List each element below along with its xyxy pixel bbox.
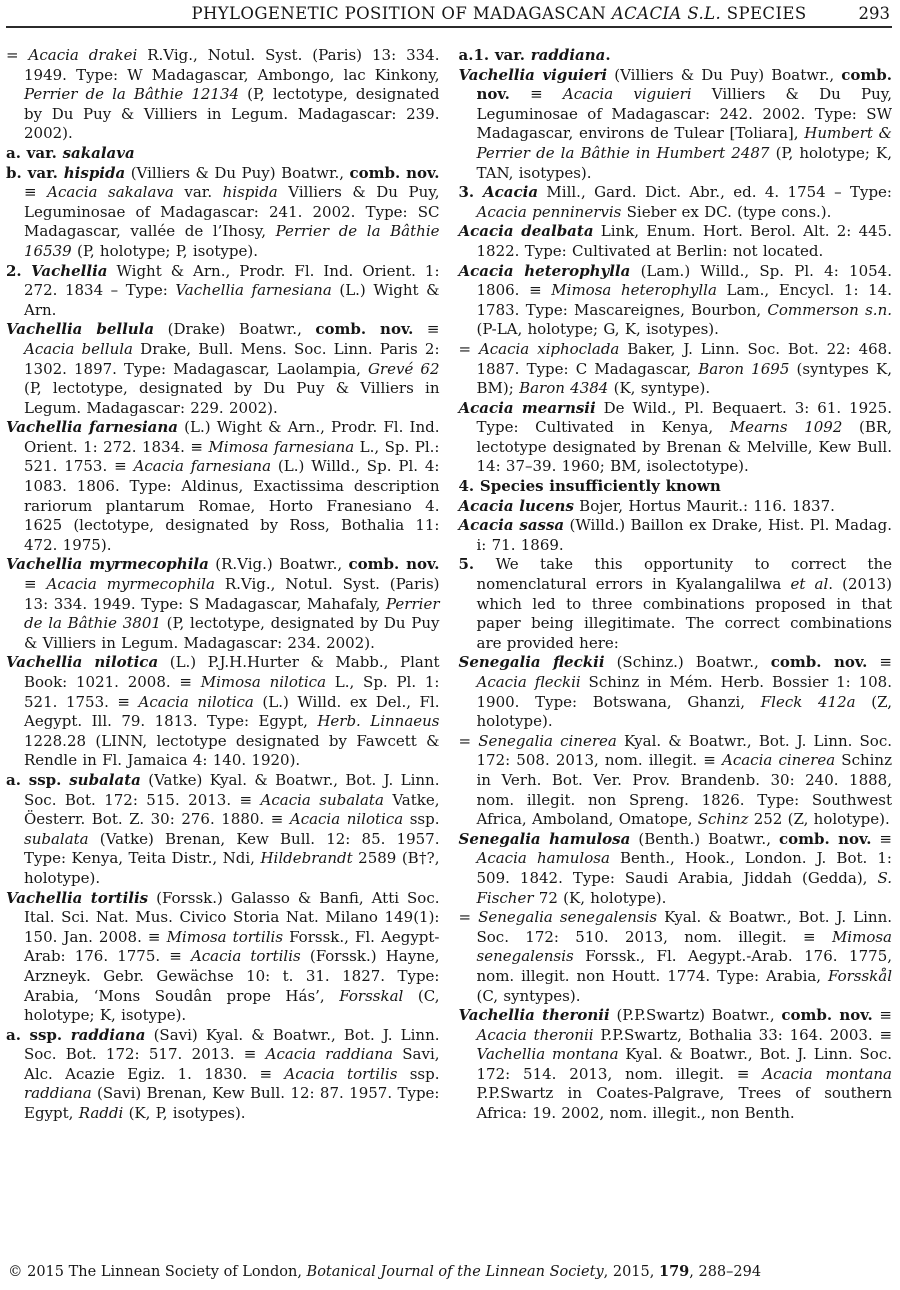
taxon-entry bbox=[459, 830, 893, 908]
text-segment: . (2013) which led to three combinations proposed in that paper being illegitimate. The correct combinations are provided here: bbox=[476, 575, 893, 652]
running-title bbox=[156, 4, 842, 23]
text-segment: Villiers & Du Puy, Leguminosae of Madagascar: 242. 2002. Type: SW Madagascar, environs de Tulear [Toliara], bbox=[476, 85, 892, 143]
taxon-entry bbox=[459, 477, 893, 497]
text-segment: Mill., Gard. Dict. Abr., ed. 4. 1754 – Type: bbox=[538, 183, 892, 202]
text-segment: Perrier de la Bâthie 12134 bbox=[24, 85, 240, 104]
taxon-entry bbox=[6, 262, 440, 321]
text-segment: subalata bbox=[24, 829, 89, 848]
text-segment: Senegalia senegalensis bbox=[478, 908, 658, 927]
text-segment: 72 (K, holotype). bbox=[533, 888, 667, 907]
text-segment: , 288–294 bbox=[689, 1264, 762, 1280]
text-segment: (Villiers & Du Puy) Boatwr., bbox=[607, 65, 842, 84]
text-segment: Acacia bbox=[483, 183, 539, 202]
text-segment: (Vatke) Brenan, Kew Bull. 12: 85. 1957. Type: Kenya, Teita Distr., Ndi, bbox=[24, 829, 440, 868]
text-segment: (K, P, isotypes). bbox=[123, 1104, 246, 1123]
text-segment: Acacia montana bbox=[762, 1064, 892, 1083]
text-segment: Acacia tortilis bbox=[190, 947, 301, 966]
text-segment: Kyal. & Boatwr., Bot. J. Linn. Soc. 172: 510. 2013, nom. illegit. ≡ bbox=[476, 908, 892, 946]
text-segment: Acacia raddiana bbox=[265, 1045, 393, 1064]
text-segment: ssp. bbox=[397, 1064, 440, 1083]
text-segment: (L.) P.J.H.Hurter & Mabb., Plant Book: 1021. 2008. ≡ bbox=[24, 653, 440, 691]
column-left bbox=[6, 46, 440, 1124]
taxon-entry bbox=[459, 516, 893, 555]
text-segment: Vachellia montana bbox=[476, 1045, 619, 1064]
text-segment: Acacia dealbata bbox=[458, 222, 594, 241]
text-segment: Baron 4384 bbox=[519, 379, 609, 398]
text-segment: a. ssp. bbox=[6, 770, 70, 789]
text-segment: comb. nov. bbox=[781, 1006, 873, 1025]
taxon-entry bbox=[459, 497, 893, 517]
text-segment: (L.) Willd., Sp. Pl. 4: 1083. 1806. Type: Aldinus, Exactissima description rariorum plantarum Romae, Horto Franesiano 4. 1625 (lectotype, designated by Ross, Bothalia 11: 472. 1975). bbox=[24, 457, 440, 554]
taxon-entry bbox=[459, 340, 893, 399]
text-segment: Bojer, Hortus Maurit.: 116. 1837. bbox=[573, 496, 835, 515]
text-segment: 3. bbox=[458, 183, 483, 202]
taxon-entry bbox=[459, 732, 893, 830]
text-segment: ≡ bbox=[871, 829, 893, 848]
text-segment: Acacia hamulosa bbox=[476, 849, 610, 868]
text-segment: Mimosa senegalensis bbox=[476, 927, 892, 966]
text-segment: Savi, Alc. Acazie Egiz. 1. 1830. ≡ bbox=[24, 1045, 440, 1083]
text-segment: (C, syntypes). bbox=[476, 986, 581, 1005]
text-segment: Benth., Hook., London. J. Bot. 1: 509. 1842. Type: Saudi Arabia, Jiddah (Gedda), bbox=[476, 849, 892, 887]
taxon-entry bbox=[459, 183, 893, 222]
taxon-entry bbox=[6, 555, 440, 653]
text-segment: comb. nov. bbox=[778, 829, 872, 848]
text-segment: Schinz in Verh. Bot. Ver. Prov. Brandenb. 30: 240. 1888, nom. illegit. non Spreng. 1826. Type: Southwest Africa, Amboland, Omatope, bbox=[476, 751, 892, 829]
text-segment: P.P.Swartz in Coates-Palgrave, Trees of southern Africa: 19. 2002, nom. illegit., non Benth. bbox=[476, 1084, 892, 1123]
text-segment: (P, holotype; K, TAN, isotypes). bbox=[476, 143, 892, 182]
text-segment: Baker, J. Linn. Soc. Bot. 22: 468. 1887. Type: C Madagascar, bbox=[476, 339, 892, 378]
text-segment: 252 (Z, holotype). bbox=[748, 810, 890, 829]
text-segment: (Schinz.) Boatwr., bbox=[604, 653, 771, 672]
text-segment: S. Fischer bbox=[476, 868, 892, 907]
taxon-entry bbox=[459, 1006, 893, 1124]
text-segment: (Forssk.) Galasso & Banfi, Atti Soc. Ital. Sci. Nat. Mus. Civico Storia Nat. Milano 149(1): 150. Jan. 2008. ≡ bbox=[24, 888, 440, 946]
text-segment: (P, holotype; P, isotype). bbox=[71, 241, 258, 260]
text-segment: Humbert & Perrier de la Bâthie in Humbert 2487 bbox=[476, 124, 893, 162]
text-segment: ≡ bbox=[24, 183, 48, 202]
text-segment: Forsskal bbox=[339, 986, 404, 1005]
text-segment: © 2015 The Linnean Society of London, bbox=[8, 1264, 307, 1280]
taxon-entry bbox=[6, 771, 440, 889]
taxon-entry bbox=[459, 222, 893, 261]
text-segment: raddiana bbox=[70, 1025, 146, 1044]
taxon-entry bbox=[459, 908, 893, 1006]
text-segment: a. var. bbox=[6, 143, 63, 162]
text-segment: Sieber ex DC. (type cons.). bbox=[621, 202, 832, 221]
text-segment: (Savi) Brenan, Kew Bull. 12: 87. 1957. Type: Egypt, bbox=[24, 1084, 440, 1123]
text-segment: Lam., Encycl. 1: 14. 1783. Type: Mascareignes, Bourbon, bbox=[476, 281, 892, 319]
text-segment: Mimosa heterophylla bbox=[551, 281, 717, 300]
text-segment: Grevé 62 bbox=[367, 359, 440, 378]
text-segment: Baron 1695 bbox=[698, 359, 790, 378]
taxon-entry bbox=[459, 555, 893, 653]
text-segment: raddiana bbox=[530, 46, 606, 64]
text-segment: 179 bbox=[658, 1263, 690, 1280]
text-segment: 2589 (B†?, holotype). bbox=[24, 849, 440, 887]
text-segment: (Lam.) Willd., Sp. Pl. 4: 1054. 1806. ≡ bbox=[476, 261, 892, 300]
text-segment: Schinz bbox=[697, 810, 749, 829]
text-segment: Acacia nilotica bbox=[138, 692, 254, 711]
text-segment: a. ssp. bbox=[6, 1025, 71, 1044]
text-segment: 4. Species insufficiently known bbox=[458, 477, 721, 496]
text-segment: Acacia lucens bbox=[458, 496, 574, 515]
text-segment: . bbox=[605, 46, 611, 64]
text-segment: b. var. bbox=[6, 163, 64, 182]
text-segment: = bbox=[6, 46, 29, 64]
text-segment: (P.P.Swartz) Boatwr., bbox=[609, 1006, 782, 1025]
taxon-entry bbox=[6, 653, 440, 771]
text-segment: L., Sp. Pl. 1: 521. 1753. ≡ bbox=[24, 673, 440, 711]
text-segment: Acacia bellula bbox=[24, 339, 133, 358]
taxon-entry bbox=[6, 889, 440, 1026]
text-segment: P.P.Swartz, Bothalia 33: 164. 2003. ≡ bbox=[593, 1025, 893, 1044]
text-segment: (L.) Wight & Arn. bbox=[24, 281, 440, 319]
taxon-entry bbox=[6, 144, 440, 164]
text-segment: SPECIES bbox=[721, 4, 807, 23]
text-segment: ≡ bbox=[413, 320, 440, 339]
text-segment: (Willd.) Baillon ex Drake, Hist. Pl. Madag. i: 71. 1869. bbox=[476, 516, 892, 554]
text-segment: (P, lectotype, designated by Du Puy & Villiers in Legum. Madagascar: 234. 2002). bbox=[24, 614, 440, 652]
text-segment: Senegalia hamulosa bbox=[458, 829, 631, 848]
text-segment: Vachellia myrmecophila bbox=[6, 555, 209, 574]
text-segment: Senegalia cinerea bbox=[478, 731, 617, 750]
column-right bbox=[459, 46, 893, 1124]
text-segment: Acacia mearnsii bbox=[458, 398, 596, 417]
text-segment: Acacia drakei bbox=[28, 46, 138, 64]
text-segment: = bbox=[458, 908, 479, 927]
text-segment: Acacia cinerea bbox=[722, 751, 836, 770]
taxon-entry bbox=[6, 418, 440, 555]
text-segment: Vachellia farnesiana bbox=[6, 418, 179, 437]
text-segment: Mimosa nilotica bbox=[200, 673, 327, 691]
text-segment: PHYLOGENETIC POSITION OF MADAGASCAN bbox=[191, 4, 612, 23]
text-segment: 1228.28 (LINN, lectotype designated by Fawcett & Rendle in Fl. Jamaica 4: 140. 1920). bbox=[24, 731, 440, 770]
text-segment: Vachellia tortilis bbox=[6, 888, 149, 907]
text-segment: (C, holotype; K, isotype). bbox=[24, 986, 440, 1025]
text-segment: Perrier de la Bâthie 16539 bbox=[24, 222, 440, 260]
text-segment: Acacia xiphoclada bbox=[478, 339, 620, 358]
text-segment: (K, syntype). bbox=[608, 379, 711, 398]
text-segment: Kyal. & Boatwr., Bot. J. Linn. Soc. 172: 514. 2013, nom. illegit. ≡ bbox=[476, 1045, 892, 1083]
text-segment: subalata bbox=[69, 770, 141, 789]
text-segment: comb. nov. bbox=[770, 653, 868, 672]
text-segment: (P, lectotype, designated by Du Puy & Villiers in Legum. Madagascar: 229. 2002). bbox=[24, 379, 440, 417]
text-segment: comb. nov. bbox=[349, 163, 440, 182]
text-segment: a.1. var. bbox=[458, 46, 531, 64]
text-segment: We take this opportunity to correct the nomenclatural errors in Kyalangalilwa bbox=[474, 555, 892, 594]
text-segment: Mearns 1092 bbox=[729, 418, 843, 437]
text-segment: Acacia farnesiana bbox=[133, 457, 272, 476]
text-segment: , 2015, bbox=[603, 1264, 659, 1280]
text-segment: Villiers & Du Puy, Leguminosae of Madagascar: 241. 2002. Type: SC Madagascar, vallée de l’Ihosy, bbox=[24, 183, 440, 241]
text-segment: (Benth.) Boatwr., bbox=[630, 829, 779, 848]
text-segment: var. bbox=[173, 183, 223, 202]
text-segment: = bbox=[458, 339, 479, 358]
text-segment: Forssk., Fl. Aegypt-Arab: 176. 1775. ≡ bbox=[24, 927, 440, 966]
text-segment: (Savi) Kyal. & Boatwr., Bot. J. Linn. Soc. Bot. 172: 517. 2013. ≡ bbox=[24, 1025, 440, 1064]
text-segment: Hildebrandt bbox=[260, 849, 353, 868]
text-segment: (P-LA, holotype; G, K, isotypes). bbox=[476, 320, 719, 339]
text-segment: Fleck 412a bbox=[760, 692, 856, 711]
text-segment: 2. bbox=[6, 261, 32, 280]
text-segment: (R.Vig.) Boatwr., bbox=[208, 555, 349, 574]
text-segment: De Wild., Pl. Bequaert. 3: 61. 1925. Type: Cultivated in Kenya, bbox=[476, 398, 892, 437]
text-segment: Vachellia nilotica bbox=[6, 653, 159, 672]
taxon-entry bbox=[459, 66, 893, 184]
text-segment: Drake, Bull. Mens. Soc. Linn. Paris 2: 1302. 1897. Type: Madagascar, Laolampia, bbox=[24, 339, 440, 378]
text-segment: hispida bbox=[63, 163, 126, 182]
text-segment: Kyal. & Boatwr., Bot. J. Linn. Soc. 172: 508. 2013, nom. illegit. ≡ bbox=[476, 731, 892, 770]
taxon-entry bbox=[6, 1026, 440, 1124]
copyright-footer bbox=[8, 1263, 761, 1280]
text-segment: Perrier de la Bâthie 3801 bbox=[24, 594, 440, 633]
text-segment: Mimosa tortilis bbox=[166, 927, 284, 946]
text-segment: (P, lectotype, designated by Du Puy & Villiers in Legum. Madagascar: 239. 2002). bbox=[24, 85, 440, 143]
text-segment: Raddi bbox=[78, 1104, 124, 1123]
text-segment: R.Vig., Notul. Syst. (Paris) 13: 334. 1949. Type: W Madagascar, Ambongo, lac Kinkony, bbox=[24, 46, 440, 84]
text-segment: Vachellia farnesiana bbox=[175, 281, 332, 300]
taxon-entry bbox=[459, 262, 893, 340]
text-segment: ACACIA S.L. bbox=[611, 4, 722, 23]
text-segment: 5. bbox=[458, 555, 475, 574]
taxon-entry bbox=[6, 46, 440, 144]
text-segment: Acacia myrmecophila bbox=[46, 575, 215, 594]
text-segment: raddiana bbox=[24, 1084, 92, 1103]
text-segment: et al bbox=[790, 575, 829, 594]
text-segment: Acacia heterophylla bbox=[458, 261, 631, 280]
text-segment: = bbox=[458, 731, 479, 750]
text-segment: (syntypes K, BM); bbox=[476, 359, 892, 398]
taxon-entry bbox=[459, 46, 893, 66]
text-segment: Vatke, Öesterr. Bot. Z. 30: 276. 1880. ≡ bbox=[24, 790, 440, 829]
text-segment: (Z, holotype). bbox=[476, 692, 892, 731]
text-segment: ssp. bbox=[403, 810, 440, 829]
text-segment: Herb. Linnaeus bbox=[317, 712, 440, 731]
text-segment: Forsskål bbox=[827, 966, 892, 985]
text-segment: (Forssk.) Hayne, Arzneyk. Gebr. Gewächse 10: t. 31. 1827. Type: Arabia, ‘Mons Soudân prope Hás’, bbox=[24, 947, 440, 1005]
text-segment: comb. nov. bbox=[348, 555, 440, 574]
text-segment: Acacia fleckii bbox=[476, 673, 581, 691]
taxon-entry bbox=[6, 164, 440, 262]
text-segment: (L.) Willd. ex Del., Fl. Aegypt. Ill. 79. 1813. Type: Egypt, bbox=[24, 692, 440, 731]
text-segment: comb. nov. bbox=[476, 65, 892, 104]
text-segment: hispida bbox=[222, 183, 278, 202]
text-segment: Vachellia bbox=[31, 261, 108, 280]
text-segment: sakalava bbox=[62, 143, 135, 162]
text-segment: ≡ bbox=[509, 85, 563, 104]
text-segment: (Drake) Boatwr., bbox=[154, 320, 316, 339]
text-segment: L., Sp. Pl.: 521. 1753. ≡ bbox=[24, 437, 440, 476]
text-segment: Commerson s.n. bbox=[767, 300, 892, 319]
text-segment: (Villiers & Du Puy) Boatwr., bbox=[125, 163, 350, 182]
text-segment: Acacia viguieri bbox=[562, 85, 692, 104]
text-segment: Schinz in Mém. Herb. Bossier 1: 108. 1900. Type: Botswana, Ghanzi, bbox=[476, 673, 892, 711]
text-segment: Vachellia viguieri bbox=[458, 65, 608, 84]
text-segment: (BR, lectotype designated by Brenan & Melville, Kew Bull. 14: 37–39. 1960; BM, isolectotype). bbox=[476, 418, 892, 476]
text-segment: Acacia sassa bbox=[458, 516, 565, 535]
text-segment: R.Vig., Notul. Syst. (Paris) 13: 334. 1949. Type: S Madagascar, Mahafaly, bbox=[24, 575, 440, 613]
text-segment: Forssk., Fl. Aegypt.-Arab. 176. 1775, nom. illegit. non Houtt. 1774. Type: Arabia, bbox=[476, 947, 892, 985]
text-segment: (Vatke) Kyal. & Boatwr., Bot. J. Linn. Soc. Bot. 172: 515. 2013. ≡ bbox=[24, 770, 440, 809]
taxon-entry bbox=[6, 320, 440, 418]
text-segment: Vachellia bellula bbox=[6, 320, 155, 339]
text-segment: Acacia subalata bbox=[260, 790, 384, 809]
text-segment: Mimosa farnesiana bbox=[208, 437, 355, 456]
text-segment: Acacia penninervis bbox=[476, 202, 622, 221]
text-segment: Acacia nilotica bbox=[289, 810, 404, 829]
two-column-body bbox=[6, 46, 892, 1124]
text-segment: ≡ bbox=[24, 575, 47, 594]
text-segment: Link, Enum. Hort. Berol. Alt. 2: 445. 1822. Type: Cultivated at Berlin: not located. bbox=[476, 222, 892, 260]
text-segment: ≡ bbox=[872, 1006, 892, 1025]
text-segment: (L.) Wight & Arn., Prodr. Fl. Ind. Orient. 1: 272. 1834. ≡ bbox=[24, 418, 440, 456]
text-segment: Acacia tortilis bbox=[284, 1064, 398, 1083]
text-segment: Botanical Journal of the Linnean Society bbox=[306, 1264, 604, 1280]
text-segment: comb. nov. bbox=[315, 320, 414, 339]
text-segment: ≡ bbox=[867, 653, 892, 672]
running-head bbox=[6, 4, 892, 28]
text-segment: Acacia sakalava bbox=[47, 183, 174, 202]
text-segment: Vachellia theronii bbox=[458, 1006, 610, 1025]
page-number: 293 bbox=[858, 4, 890, 23]
text-segment: Senegalia fleckii bbox=[458, 653, 605, 672]
taxon-entry bbox=[459, 653, 893, 731]
text-segment: Acacia theronii bbox=[476, 1025, 594, 1044]
taxon-entry bbox=[459, 399, 893, 477]
text-segment: Wight & Arn., Prodr. Fl. Ind. Orient. 1: 272. 1834 – Type: bbox=[24, 261, 440, 300]
